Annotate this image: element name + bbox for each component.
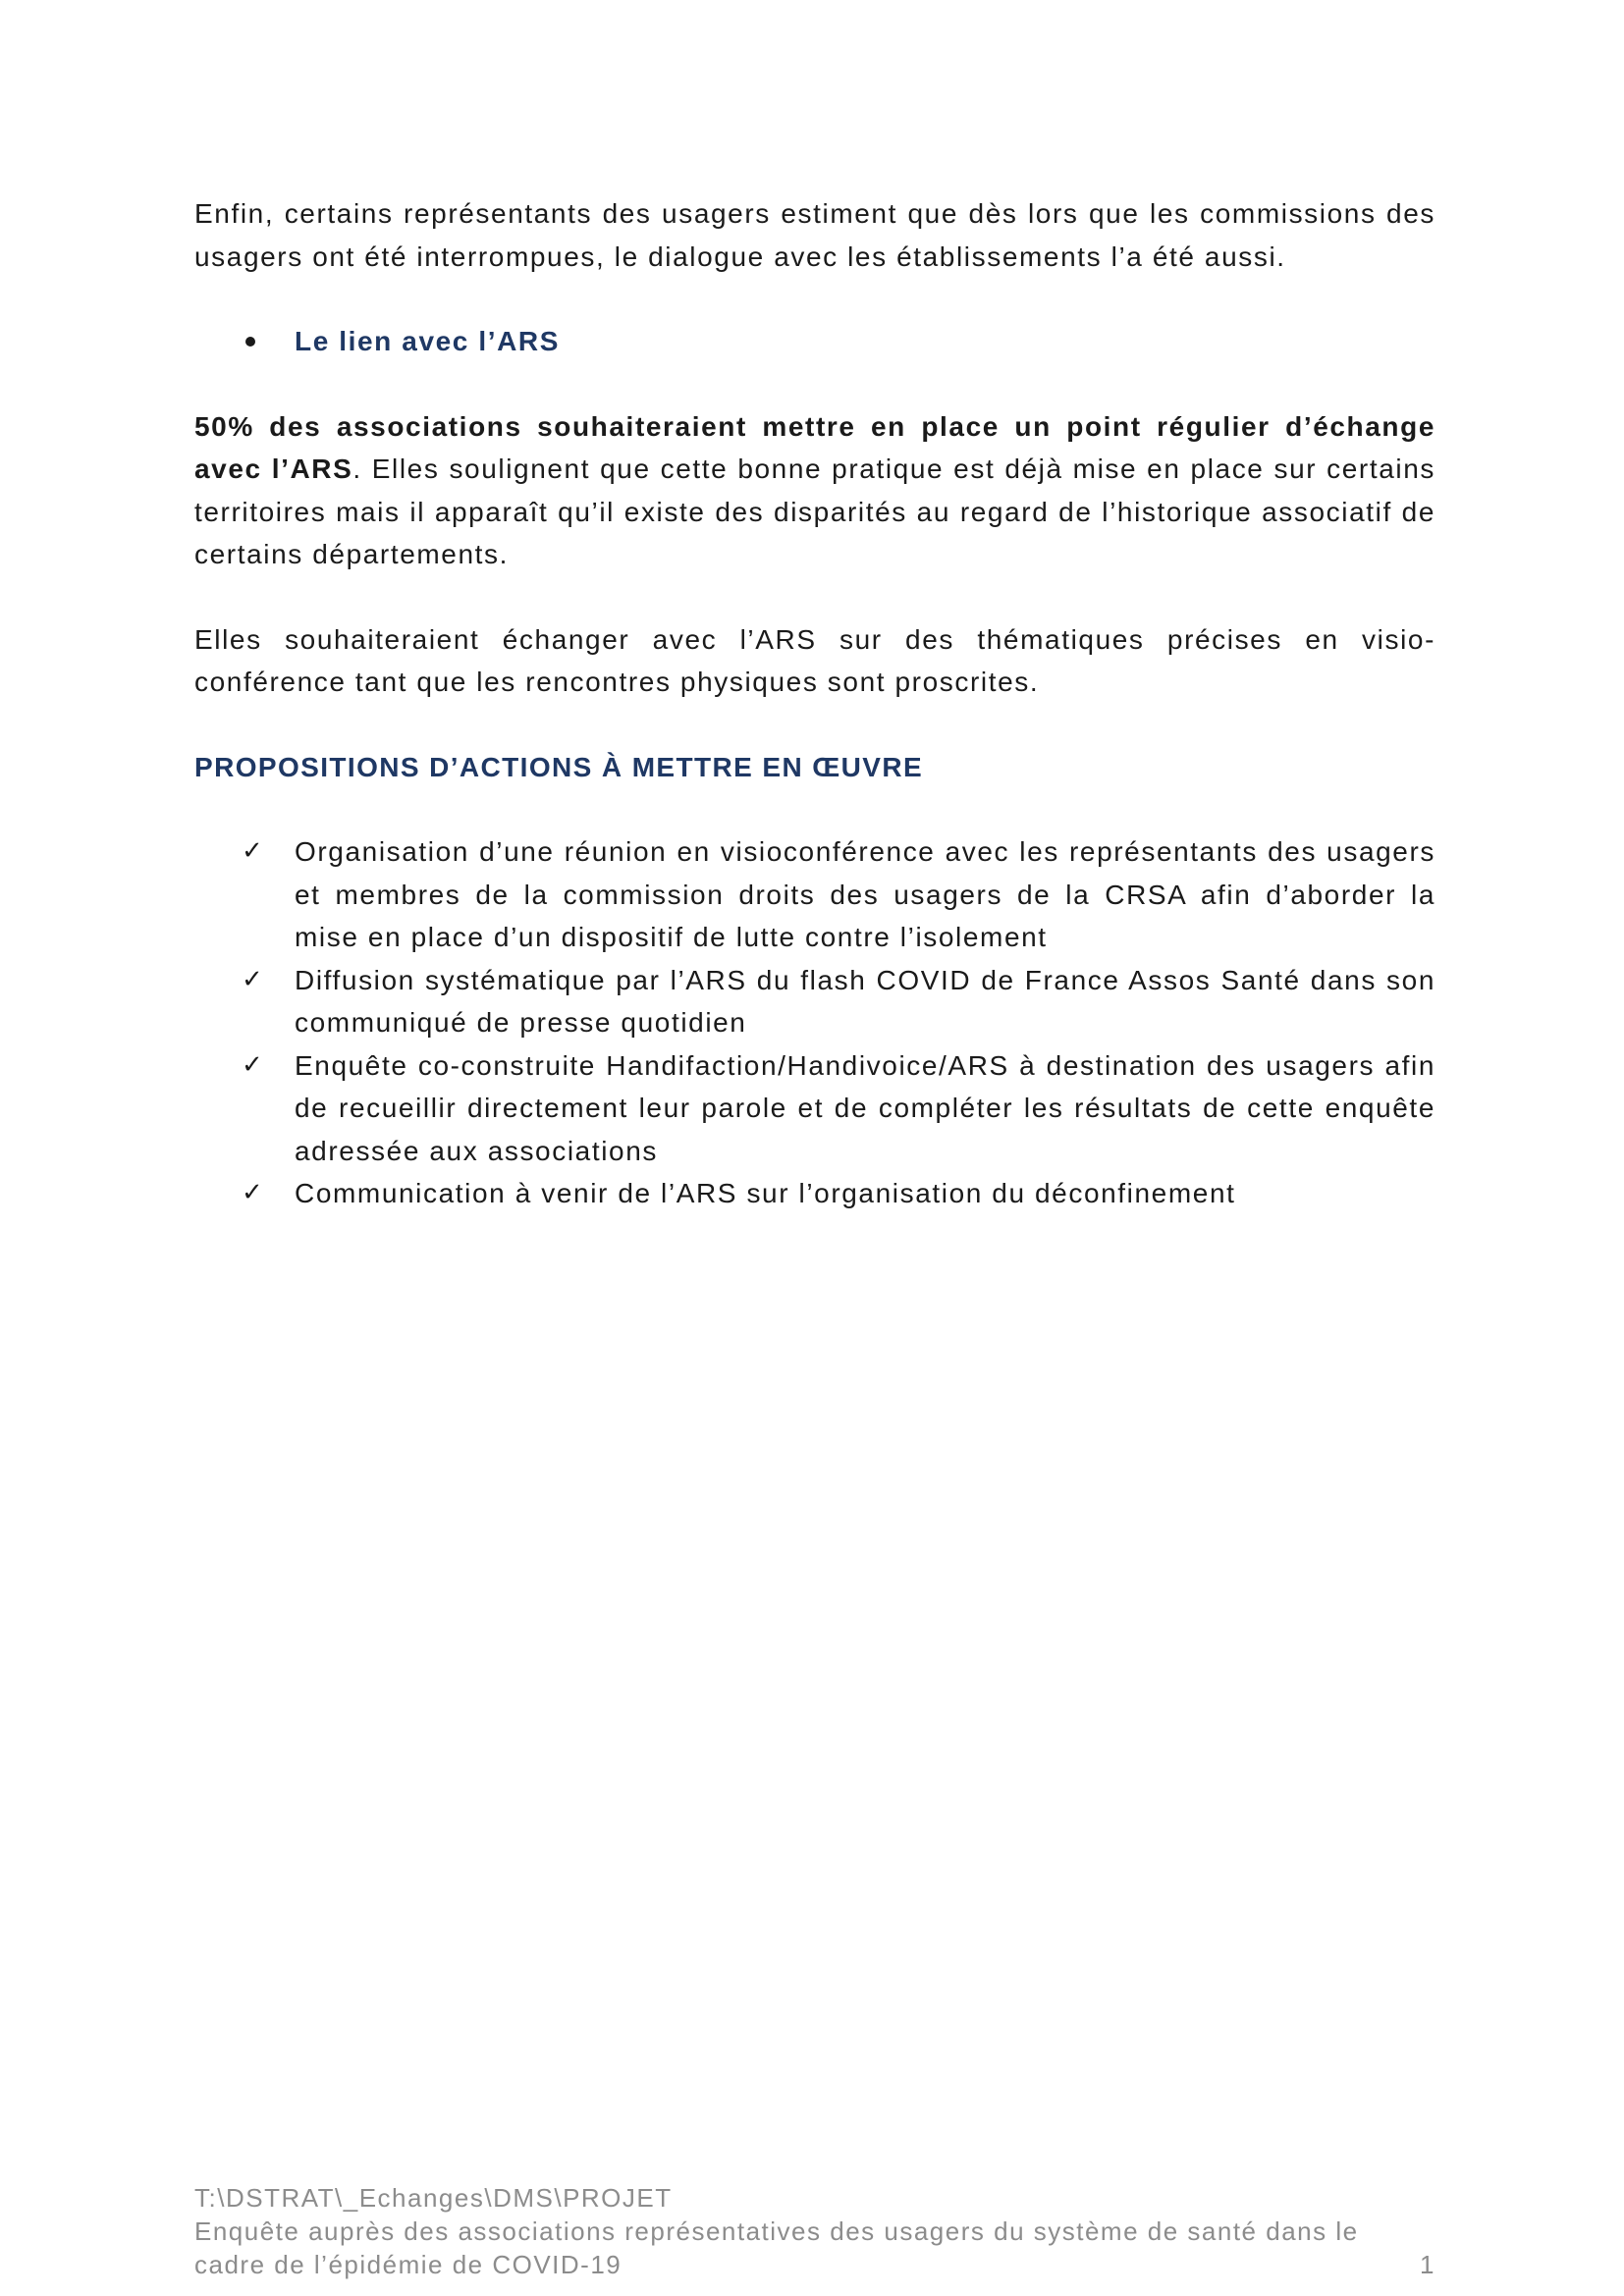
bullet-heading-ars bbox=[194, 320, 1435, 363]
checkmark-icon: ✓ bbox=[242, 1049, 265, 1080]
list-item-text: Enquête co-construite Handifaction/Handivoice/ARS à destination des usagers afin de recueillir directement leur parole et de compléter les résultats de cette enquête adressée aux associations bbox=[295, 1049, 1435, 1166]
paragraph-commissions: Enfin, certains représentants des usagers estiment que dès lors que les commissions des usagers ont été interrompues, le dialogue avec les établissements l’a été aussi. bbox=[194, 198, 1435, 272]
list-item bbox=[194, 959, 1435, 1044]
footer-title-line2: cadre de l’épidémie de COVID-19 bbox=[194, 2250, 623, 2279]
list-item-text: Organisation d’une réunion en visioconférence avec les représentants des usagers et membres de la commission droits des usagers de la CRSA afin d’aborder la mise en place d’un dispositif de lutte contre l’isolement bbox=[295, 836, 1435, 952]
spacer bbox=[194, 278, 1435, 320]
checkmark-icon: ✓ bbox=[242, 836, 265, 866]
list-item bbox=[194, 1044, 1435, 1173]
spacer bbox=[194, 704, 1435, 746]
list-item-text: Diffusion systématique par l’ARS du flash COVID de France Assos Santé dans son communiqué de presse quotidien bbox=[295, 964, 1435, 1038]
actions-list bbox=[194, 830, 1435, 1215]
paragraph-visio: Elles souhaiteraient échanger avec l’ARS sur des thématiques précises en visio-conférence tant que les rencontres physiques sont proscrites. bbox=[194, 623, 1435, 697]
page-footer bbox=[194, 2181, 1435, 2281]
bullet-dot-icon bbox=[245, 337, 255, 347]
section-title: PROPOSITIONS D’ACTIONS À METTRE EN ŒUVRE bbox=[194, 751, 924, 782]
document-page bbox=[194, 192, 1435, 1215]
list-item-text: Communication à venir de l’ARS sur l’organisation du déconfinement bbox=[295, 1178, 1236, 1208]
paragraph-rest: . Elles soulignent que cette bonne pratique est déjà mise en place sur certains territoires mais il apparaît qu’il existe des disparités au regard de l’historique associatif de certains départements. bbox=[194, 454, 1436, 569]
checkmark-icon: ✓ bbox=[242, 964, 265, 994]
list-item bbox=[194, 830, 1435, 959]
bullet-heading-text: Le lien avec l’ARS bbox=[295, 326, 561, 356]
page-number: 1 bbox=[1420, 2250, 1435, 2279]
spacer bbox=[194, 788, 1435, 830]
footer-title-line1: Enquête auprès des associations représentatives des usagers du système de santé dans le bbox=[194, 2216, 1359, 2246]
footer-path: T:\DSTRAT\_Echanges\DMS\PROJET bbox=[194, 2183, 673, 2213]
checkmark-icon: ✓ bbox=[242, 1178, 265, 1207]
spacer bbox=[194, 576, 1435, 618]
paragraph-bold-lead: 50% des associations souhaiteraient mettre en place un point régulier d’échange avec l’ARS bbox=[194, 410, 1435, 484]
paragraph-associations bbox=[194, 405, 1435, 576]
footer-row bbox=[194, 2248, 1435, 2281]
list-item bbox=[194, 1172, 1435, 1215]
spacer bbox=[194, 363, 1435, 405]
